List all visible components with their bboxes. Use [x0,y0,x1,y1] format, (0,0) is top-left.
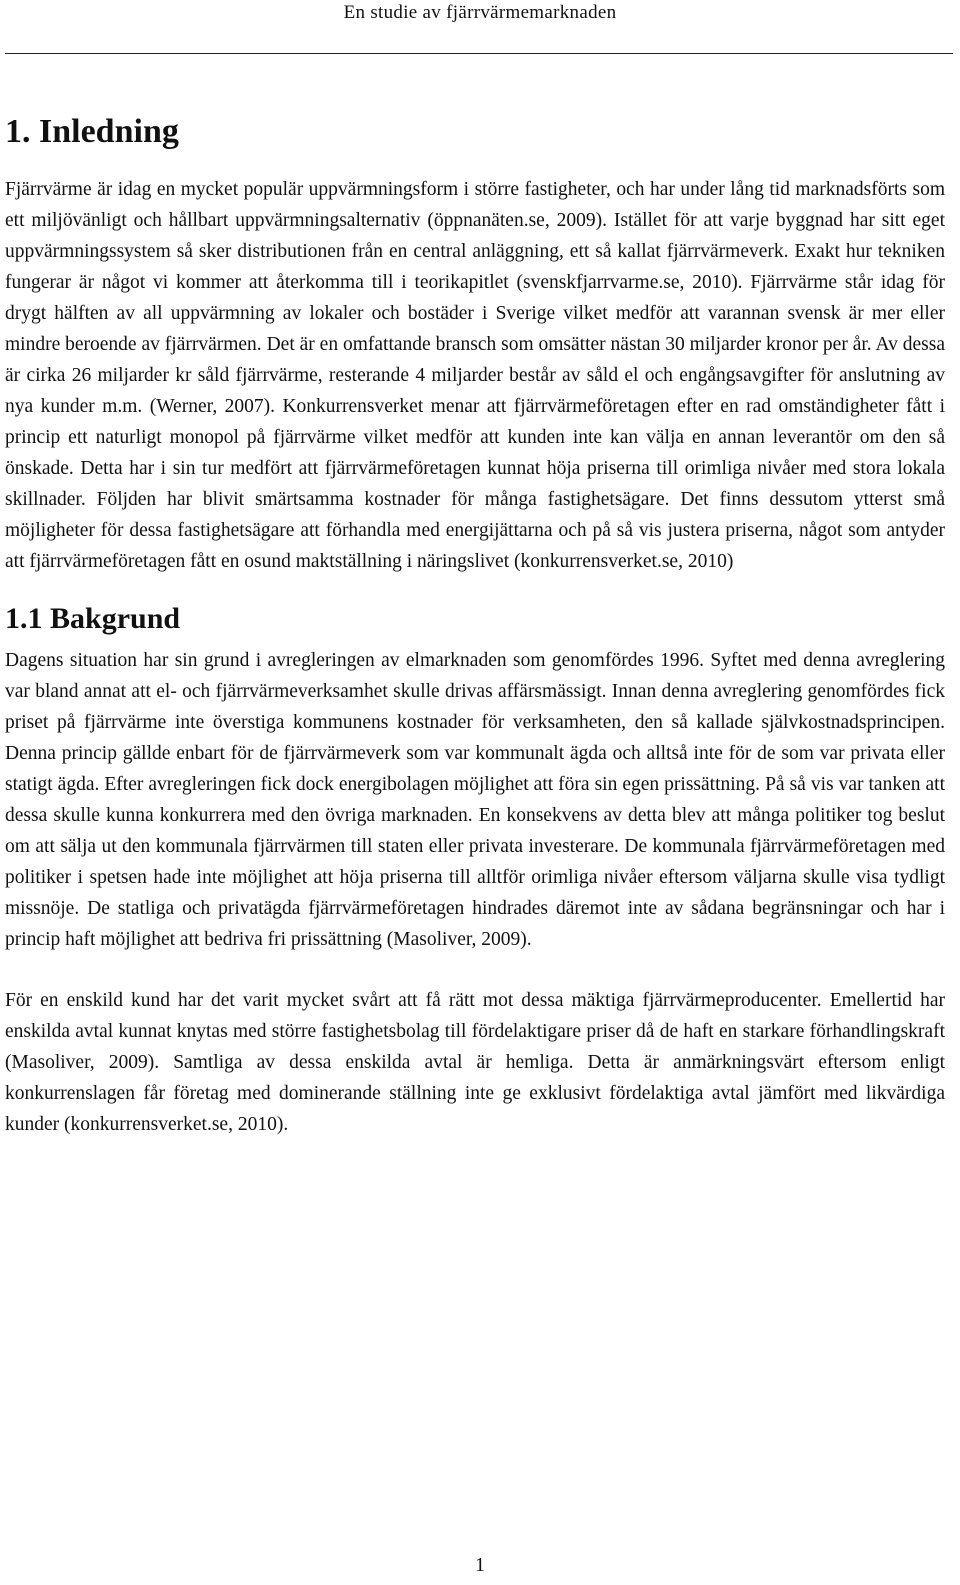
header-divider [5,53,953,54]
page-content [5,110,945,1140]
section-heading: 1.1 Bakgrund [5,602,181,635]
chapter-heading: 1. Inledning [5,113,179,150]
page-number: 1 [475,1554,485,1576]
customers-paragraph: För en enskild kund har det varit mycket svårt att få rätt mot dessa mäktiga fjärrvärmeproducenter. Emellertid har enskilda avtal kunnat knytas med större fastighetsbolag till fördelaktigare priser då de haft en starkare förhandlingskraft (Masoliver, 2009). Samtliga av dessa enskilda avtal är hemliga. Detta är anmärkningsvärt eftersom enligt konkurrenslagen får företag med dominerande ställning inte ge exklusivt fördelaktiga avtal jämfört med likvärdiga kunder (konkurrensverket.se, 2010). [5,990,945,1135]
running-header [0,0,960,58]
intro-paragraph: Fjärrvärme är idag en mycket populär uppvärmningsform i större fastigheter, och har under lång tid marknadsförts som ett miljövänligt och hållbart uppvärmningsalternativ (öppnanäten.se, 2009). Istället för att varje byggnad har sitt eget uppvärmningssystem så sker distributionen från en central anläggning, ett så kallat fjärrvärmeverk. Exakt hur tekniken fungerar är något vi kommer att återkomma till i teorikapitlet (svenskfjarrvarme.se, 2010). Fjärrvärme står idag för drygt hälften av all uppvärmning av lokaler och bostäder i Sverige vilket medför att varannan svensk är mer eller mindre beroende av fjärrvärmen. Det är en omfattande bransch som omsätter nästan 30 miljarder kronor per år. Av dessa är cirka 26 miljarder kr såld fjärrvärme, resterande 4 miljarder består av såld el och engångsavgifter för anslutning av nya kunder m.m. (Werner, 2007). Konkurrensverket menar att fjärrvärmeföretagen efter en rad omständigheter fått i princip ett naturligt monopol på fjärrvärme vilket medför att kunden inte kan välja en annan leverantör om den så önskade. Detta har i sin tur medfört att fjärrvärmeföretagen kunnat höja priserna till orimliga nivåer med stora lokala skillnader. Följden har blivit smärtsamma kostnader för många fastighetsägare. Det finns dessutom ytterst små möjligheter för dessa fastighetsägare att förhandla med energijättarna och på så vis justera priserna, något som antyder att fjärrvärmeföretagen fått en osund maktställning i näringslivet (konkurrensverket.se, 2010) [5,179,945,572]
running-header-title: En studie av fjärrvärmemarknaden [343,2,617,23]
background-paragraph: Dagens situation har sin grund i avregleringen av elmarknaden som genomfördes 1996. Syftet med denna avreglering var bland annat att el- och fjärrvärmeverksamhet skulle drivas affärsmässigt. Innan denna avreglering genomfördes fick priset på fjärrvärme inte överstiga kommunens kostnader för verksamheten, den så kallade självkostnadsprincipen. Denna princip gällde enbart för de fjärrvärmeverk som var kommunalt ägda och alltså inte för de som var privata eller statigt ägda. Efter avregleringen fick dock energibolagen möjlighet att föra sin egen prissättning. På så vis var tanken att dessa skulle kunna konkurrera med den övriga marknaden. En konsekvens av detta blev att många politiker tog beslut om att sälja ut den kommunala fjärrvärmen till staten eller privata investerare. De kommunala fjärrvärmeföretagen med politiker i spetsen hade inte möjlighet att höja priserna till alltför orimliga nivåer eftersom väljarna skulle visa tydligt missnöje. De statliga och privatägda fjärrvärmeföretagen hindrades däremot inte av sådana begränsningar och har i princip haft möjlighet att bedriva fri prissättning (Masoliver, 2009). [5,650,945,950]
